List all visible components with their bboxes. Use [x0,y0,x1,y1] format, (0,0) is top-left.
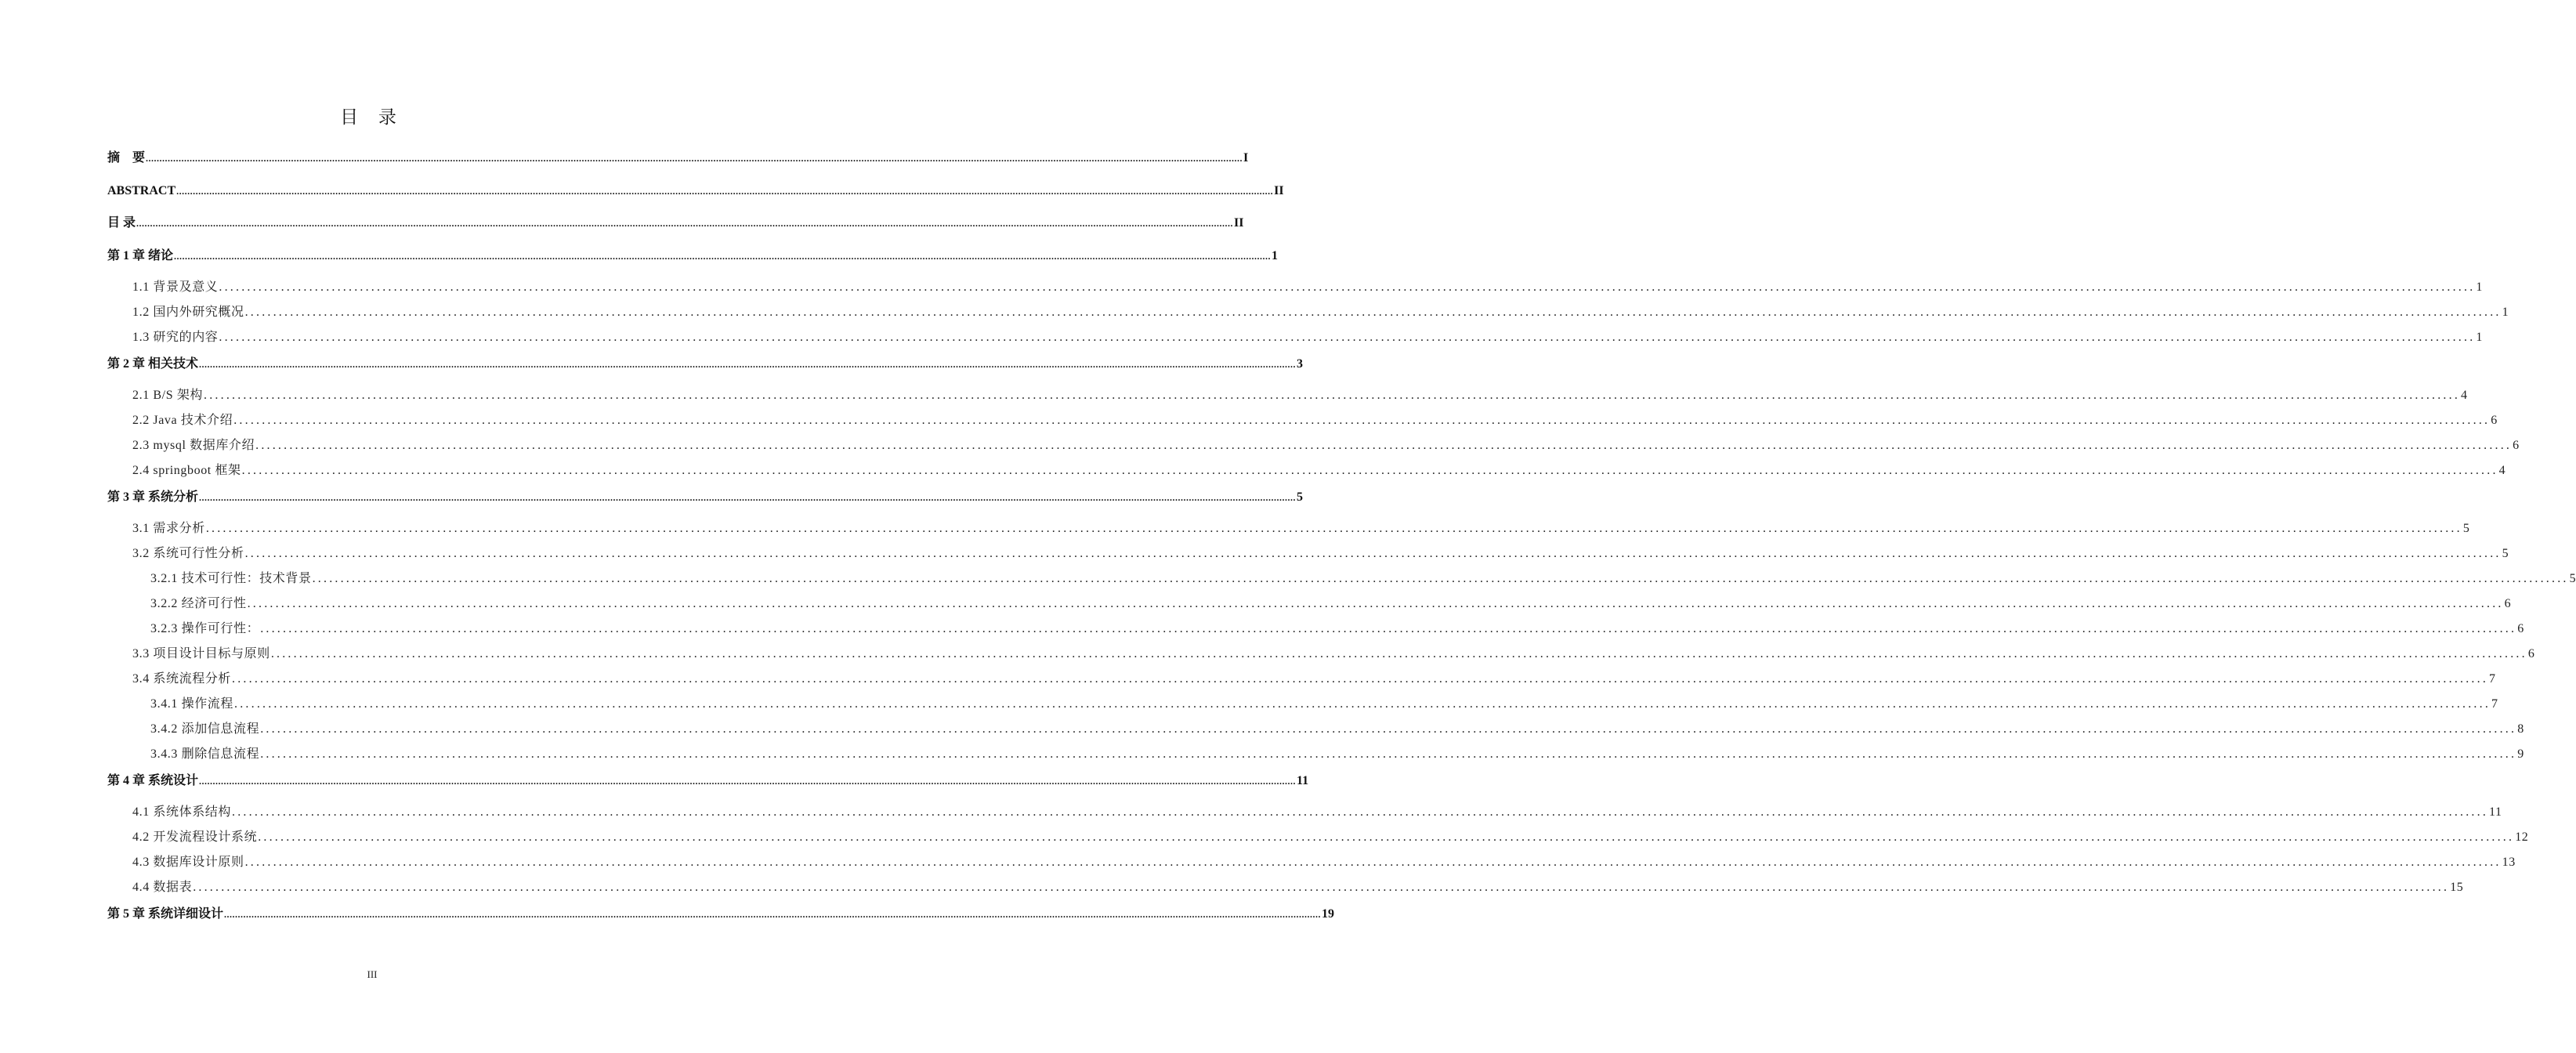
dot-leader: ................................................................................................................................................................................................................................................................................................................................................................................................................ [241,464,2498,477]
dot-leader: ................................................................................................................................................................................................................................................................................................................................................................................................................ [255,439,2513,452]
toc-entry-page: 12 [2515,830,2529,844]
toc-entry-page: I [1243,151,1249,165]
toc-entry-title: 第 4 章 系统设计 [107,773,199,787]
toc-entry-title: 3.4 系统流程分析 [132,672,232,686]
toc-entry-title: 3.4.2 添加信息流程 [150,722,260,736]
toc-entry[interactable] [107,592,2512,617]
table-of-contents [107,146,2576,934]
toc-entry[interactable] [107,458,2506,483]
toc-entry-page: 4 [2461,389,2468,402]
toc-entry[interactable] [107,902,1335,927]
toc-entry[interactable] [107,325,2484,350]
toc-entry-page: 1 [1272,248,1279,262]
toc-entry[interactable] [107,742,2524,767]
toc-entry[interactable] [107,717,2524,742]
dot-leader: ................................................................................................................................................................................................................................................................................................................................................................................................................ [258,830,2515,844]
toc-entry-page: 6 [2504,597,2512,610]
dot-leader: ................................................................................................................................................................................................................................................................................................................................................................................................................ [199,775,1297,787]
toc-entry-title: 2.3 mysql 数据库介绍 [132,439,255,452]
toc-entry[interactable] [107,408,2498,433]
dot-leader: ................................................................................................................................................................................................................................................................................................................................................................................................................ [232,672,2489,686]
toc-entry-page: 6 [2491,414,2498,427]
toc-entry-title: 1.2 国内外研究概况 [132,306,244,319]
toc-entry-page: 4 [2498,464,2506,477]
dot-leader: ................................................................................................................................................................................................................................................................................................................................................................................................................ [193,881,2450,894]
toc-entry[interactable] [107,485,1304,510]
toc-entry[interactable] [107,146,1249,171]
toc-entry[interactable] [107,179,1284,204]
dot-leader: ................................................................................................................................................................................................................................................................................................................................................................................................................ [199,491,1297,503]
toc-entry-page: 8 [2517,722,2524,736]
toc-entry-page: 9 [2517,747,2524,761]
toc-entry-page: 5 [2462,522,2470,535]
toc-entry-page: 11 [2489,805,2502,819]
toc-entry-title: 2.1 B/S 架构 [132,389,204,402]
toc-entry-title: 第 5 章 系统详细设计 [107,906,224,921]
toc-entry-title: 2.2 Java 技术介绍 [132,414,233,427]
dot-leader: ................................................................................................................................................................................................................................................................................................................................................................................................................ [224,908,1322,920]
dot-leader: ................................................................................................................................................................................................................................................................................................................................................................................................................ [219,331,2476,344]
toc-entry-title: 1.3 研究的内容 [132,331,219,344]
toc-entry-page: 5 [1297,490,1304,504]
toc-entry-page: 1 [2476,280,2484,294]
toc-entry-title: 第 2 章 相关技术 [107,356,199,371]
toc-entry-title: 4.1 系统体系结构 [132,805,232,819]
dot-leader: ................................................................................................................................................................................................................................................................................................................................................................................................................ [244,547,2502,560]
toc-entry[interactable] [107,692,2498,717]
toc-entry-page: II [1274,183,1284,197]
toc-entry-page: 6 [2517,622,2524,635]
toc-entry[interactable] [107,211,1244,236]
toc-entry-page: 6 [2513,439,2520,452]
dot-leader: ................................................................................................................................................................................................................................................................................................................................................................................................................ [244,306,2502,319]
toc-entry[interactable] [107,433,2520,458]
toc-entry[interactable] [107,617,2524,642]
toc-entry-page: 7 [2489,672,2496,686]
toc-entry-title: 3.4.1 操作流程 [150,697,234,711]
toc-entry-title: 3.4.3 删除信息流程 [150,747,260,761]
toc-entry[interactable] [107,800,2502,825]
toc-entry-title: 4.3 数据库设计原则 [132,856,244,869]
dot-leader: ................................................................................................................................................................................................................................................................................................................................................................................................................ [136,218,1234,229]
toc-entry-page: 13 [2502,856,2516,869]
toc-entry-page: II [1234,216,1244,230]
dot-leader: ................................................................................................................................................................................................................................................................................................................................................................................................................ [260,747,2517,761]
dot-leader: ................................................................................................................................................................................................................................................................................................................................................................................................................ [247,597,2504,610]
toc-entry-title: 4.2 开发流程设计系统 [132,830,258,844]
toc-entry[interactable] [107,516,2470,541]
toc-entry[interactable] [107,566,2576,592]
toc-entry-page: 7 [2491,697,2498,711]
toc-entry-title: 3.2.2 经济可行性 [150,597,247,610]
page-number: III [367,968,378,980]
toc-entry-title: 3.3 项目设计目标与原则 [132,647,270,660]
dot-leader: ................................................................................................................................................................................................................................................................................................................................................................................................................ [260,722,2517,736]
toc-entry-title: 4.4 数据表 [132,881,193,894]
dot-leader: ................................................................................................................................................................................................................................................................................................................................................................................................................ [205,522,2462,535]
toc-entry-title: 3.1 需求分析 [132,522,205,535]
toc-entry-page: 5 [2569,572,2576,585]
dot-leader: ................................................................................................................................................................................................................................................................................................................................................................................................................ [199,358,1297,370]
toc-entry[interactable] [107,642,2535,667]
toc-entry[interactable] [107,244,1279,269]
toc-entry[interactable] [107,667,2496,692]
toc-entry-title: 1.1 背景及意义 [132,280,219,294]
toc-entry[interactable] [107,383,2468,408]
toc-entry-title: 2.4 springboot 框架 [132,464,241,477]
toc-entry-page: 3 [1297,356,1304,371]
dot-leader: ................................................................................................................................................................................................................................................................................................................................................................................................................ [232,805,2489,819]
toc-entry[interactable] [107,541,2509,566]
dot-leader: ................................................................................................................................................................................................................................................................................................................................................................................................................ [260,622,2517,635]
toc-entry-title: ABSTRACT [107,183,176,197]
dot-leader: ................................................................................................................................................................................................................................................................................................................................................................................................................ [176,185,1274,197]
toc-entry-title: 3.2.1 技术可行性：技术背景 [150,572,312,585]
toc-entry-page: 5 [2502,547,2509,560]
dot-leader: ................................................................................................................................................................................................................................................................................................................................................................................................................ [219,280,2476,294]
dot-leader: ................................................................................................................................................................................................................................................................................................................................................................................................................ [234,697,2491,711]
toc-entry[interactable] [107,875,2464,900]
toc-entry[interactable] [107,275,2484,300]
toc-entry[interactable] [107,825,2529,850]
dot-leader: ................................................................................................................................................................................................................................................................................................................................................................................................................ [204,389,2461,402]
toc-entry-title: 第 1 章 绪论 [107,248,174,262]
toc-entry-title: 目 录 [107,216,136,230]
toc-entry[interactable] [107,850,2516,875]
toc-entry[interactable] [107,300,2509,325]
toc-entry[interactable] [107,352,1304,377]
dot-leader: ................................................................................................................................................................................................................................................................................................................................................................................................................ [312,572,2569,585]
toc-entry-page: 19 [1322,906,1335,921]
page-title: 目 录 [340,107,404,127]
toc-entry-page: 11 [1297,773,1309,787]
toc-entry-title: 3.2 系统可行性分析 [132,547,244,560]
toc-entry-page: 15 [2450,881,2464,894]
toc-entry-title: 摘 要 [107,151,146,165]
toc-entry-page: 6 [2527,647,2535,660]
toc-entry-title: 3.2.3 操作可行性： [150,622,260,635]
dot-leader: ................................................................................................................................................................................................................................................................................................................................................................................................................ [174,250,1272,262]
dot-leader: ................................................................................................................................................................................................................................................................................................................................................................................................................ [233,414,2491,427]
toc-entry-title: 第 3 章 系统分析 [107,490,199,504]
toc-entry[interactable] [107,769,1309,794]
dot-leader: ................................................................................................................................................................................................................................................................................................................................................................................................................ [244,856,2502,869]
dot-leader: ................................................................................................................................................................................................................................................................................................................................................................................................................ [146,153,1243,164]
toc-entry-page: 1 [2502,306,2509,319]
dot-leader: ................................................................................................................................................................................................................................................................................................................................................................................................................ [270,647,2527,660]
toc-entry-page: 1 [2476,331,2484,344]
